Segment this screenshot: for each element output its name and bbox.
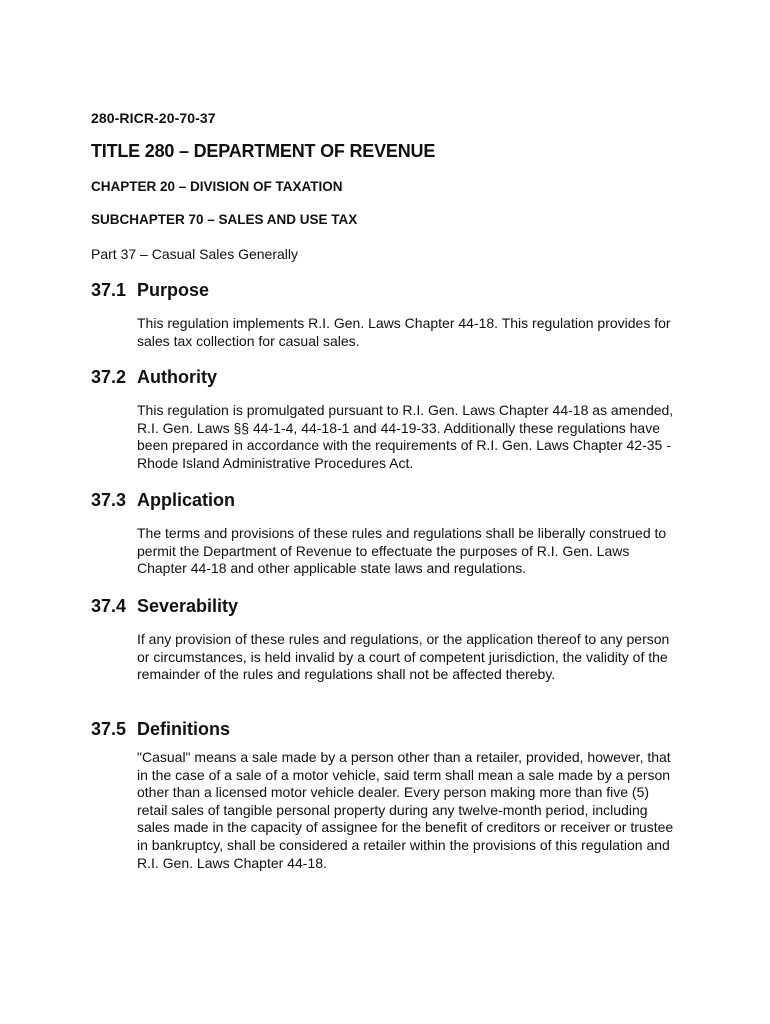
section-number: 37.3 [91, 490, 127, 510]
section-title: Purpose [137, 280, 210, 300]
section-title: Authority [137, 367, 217, 387]
part-heading: Part 37 – Casual Sales Generally [91, 246, 298, 262]
document-id: 280-RICR-20-70-37 [91, 110, 216, 126]
section-number: 37.5 [91, 719, 127, 739]
section-body: This regulation is promulgated pursuant to R.I. Gen. Laws Chapter 44-18 as amended, R.I. Gen. Laws §§ 44-1-4, 44-18-1 and 44-19-33. Additionally these regulations have been prepared in accordance with the requirements of R.I. Gen. Laws Chapter 42-35 - Rhode Island Administrative Procedures Act. [137, 402, 674, 471]
section-body: The terms and provisions of these rules and regulations shall be liberally construed to permit the Department of Revenue to effectuate the purposes of R.I. Gen. Laws Chapter 44-18 and other applicable state laws and regulations. [137, 525, 667, 577]
section-body: "Casual" means a sale made by a person other than a retailer, provided, however, that in the case of a sale of a motor vehicle, said term shall mean a sale made by a person other than a licensed motor vehicle dealer. Every person making more than five (5) retail sales of tangible personal property during any twelve-month period, including sales made in the capacity of assignee for the benefit of creditors or receiver or trustee in bankruptcy, shall be considered a retailer within the provisions of this regulation and R.I. Gen. Laws Chapter 44-18. [137, 749, 674, 871]
subchapter-heading: SUBCHAPTER 70 – SALES AND USE TAX [91, 212, 358, 227]
section-title: Severability [137, 596, 239, 616]
section-title: Application [137, 490, 235, 510]
section-definitions [91, 718, 691, 872]
section-heading [91, 595, 691, 617]
chapter-heading: CHAPTER 20 – DIVISION OF TAXATION [91, 179, 343, 194]
section-heading [91, 718, 691, 740]
section-body: This regulation implements R.I. Gen. Laws Chapter 44-18. This regulation provides for sales tax collection for casual sales. [137, 315, 671, 349]
section-heading [91, 489, 691, 511]
section-number: 37.1 [91, 280, 127, 300]
section-heading [91, 366, 691, 388]
section-purpose [91, 279, 691, 350]
section-heading [91, 279, 691, 301]
section-severability [91, 595, 691, 684]
section-authority [91, 366, 691, 472]
section-number: 37.4 [91, 596, 127, 616]
document-title: TITLE 280 – DEPARTMENT OF REVENUE [91, 141, 436, 161]
section-body: If any provision of these rules and regulations, or the application thereof to any person or circumstances, is held invalid by a court of competent jurisdiction, the validity of the remainder of the rules and regulations shall not be affected thereby. [137, 631, 670, 683]
section-application [91, 489, 691, 578]
section-title: Definitions [137, 719, 230, 739]
section-number: 37.2 [91, 367, 127, 387]
